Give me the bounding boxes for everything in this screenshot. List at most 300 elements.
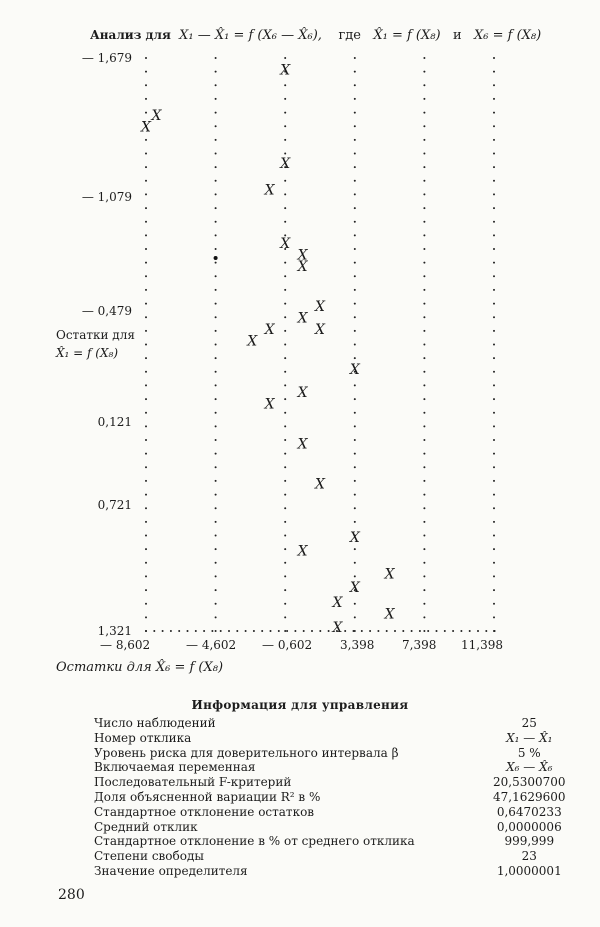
grid-dot [215, 357, 217, 359]
grid-dot [493, 71, 495, 73]
axis-dot [303, 630, 305, 632]
grid-dot [423, 630, 425, 632]
grid-dot [145, 384, 147, 386]
grid-dot [354, 507, 356, 509]
x-tick-label: — 4,602 [186, 638, 237, 652]
grid-dot [284, 207, 286, 209]
grid-dot [493, 535, 495, 537]
grid-dot [284, 603, 286, 605]
info-value: 999,999 [504, 834, 555, 849]
grid-dot [354, 275, 356, 277]
grid-dot [284, 57, 286, 59]
grid-dot [215, 275, 217, 277]
grid-dot [354, 344, 356, 346]
grid-dot [215, 248, 217, 250]
grid-dot [423, 57, 425, 59]
grid-dot [423, 303, 425, 305]
axis-dot [328, 630, 330, 632]
data-point: X [297, 543, 308, 560]
grid-dot [145, 166, 147, 168]
grid-dot [145, 521, 147, 523]
grid-dot [423, 535, 425, 537]
grid-dot [493, 234, 495, 236]
grid-dot [215, 303, 217, 305]
data-point: X [349, 362, 360, 379]
axis-dot [245, 630, 247, 632]
grid-dot [145, 562, 147, 564]
grid-dot [284, 439, 286, 441]
grid-dot [423, 139, 425, 141]
grid-dot [145, 412, 147, 414]
grid-dot [215, 466, 217, 468]
grid-dot [145, 303, 147, 305]
info-title: Информация для управления [191, 698, 409, 712]
axis-dot [162, 630, 164, 632]
axis-dot [228, 630, 230, 632]
grid-dot [145, 262, 147, 264]
grid-dot [145, 234, 147, 236]
data-point: X [349, 530, 360, 547]
grid-dot [423, 575, 425, 577]
grid-dot [493, 480, 495, 482]
grid-dot [354, 221, 356, 223]
grid-dot [215, 98, 217, 100]
grid-dot [423, 71, 425, 73]
grid-dot [354, 521, 356, 523]
x-axis-label: Остатки для X̂₆ = f (X₈) [56, 660, 224, 675]
grid-dot [284, 221, 286, 223]
grid-dot [493, 166, 495, 168]
grid-dot [354, 398, 356, 400]
grid-dot [284, 466, 286, 468]
grid-dot [145, 153, 147, 155]
data-point: X [297, 258, 308, 275]
grid-dot [493, 494, 495, 496]
grid-dot [284, 180, 286, 182]
grid-dot [493, 303, 495, 305]
grid-dot [284, 275, 286, 277]
grid-dot [284, 193, 286, 195]
info-table [94, 716, 600, 879]
grid-dot [215, 371, 217, 373]
grid-dot [215, 344, 217, 346]
info-value: 0,6470233 [496, 804, 562, 819]
info-label: Стандартное отклонение остатков [94, 804, 315, 819]
grid-dot [423, 234, 425, 236]
grid-dot [215, 262, 217, 264]
info-row [94, 790, 600, 805]
grid-dot [423, 589, 425, 591]
axis-dot [270, 630, 272, 632]
grid-dot [493, 207, 495, 209]
axis-dot [195, 630, 197, 632]
data-point: X [141, 119, 152, 136]
info-value: 23 [521, 849, 537, 864]
data-point: X [264, 182, 275, 199]
grid-dot [354, 207, 356, 209]
x-tick-label: — 8,602 [100, 638, 151, 652]
grid-dot [145, 84, 147, 86]
grid-dot [493, 453, 495, 455]
grid-dot [354, 616, 356, 618]
grid-dot [423, 207, 425, 209]
y-tick-label: — 1,079 [81, 190, 132, 204]
grid-dot [354, 180, 356, 182]
grid-dot [284, 112, 286, 114]
grid-dot [215, 412, 217, 414]
grid-dot [493, 344, 495, 346]
data-point: X [332, 595, 343, 612]
grid-dot [284, 153, 286, 155]
grid-dot [423, 316, 425, 318]
grid-dot [354, 125, 356, 127]
grid-dot [215, 384, 217, 386]
grid-dot [284, 425, 286, 427]
grid-dot [354, 384, 356, 386]
grid-dot [145, 548, 147, 550]
data-point: X [151, 108, 162, 125]
grid-dot [423, 262, 425, 264]
info-row [94, 775, 600, 790]
grid-dot [493, 575, 495, 577]
axis-dot [469, 630, 471, 632]
header-formula-1: X₁ — X̂₁ = f (X₆ — X̂₆), [179, 28, 322, 43]
info-row [94, 746, 600, 761]
grid-dot [493, 330, 495, 332]
grid-dot [215, 153, 217, 155]
axis-dot [211, 630, 213, 632]
grid-dot [145, 616, 147, 618]
y-tick-label: 1,321 [97, 624, 132, 638]
grid-dot [354, 575, 356, 577]
grid-dot [215, 603, 217, 605]
page-number: 280 [58, 887, 85, 903]
grid-dot [284, 494, 286, 496]
grid-dot [423, 425, 425, 427]
grid-dot [423, 330, 425, 332]
grid-dot [145, 180, 147, 182]
grid-dot [284, 480, 286, 482]
grid-dot [423, 453, 425, 455]
info-row [94, 805, 600, 820]
grid-dot [145, 575, 147, 577]
grid-dot [215, 439, 217, 441]
grid-dot [284, 589, 286, 591]
axis-dot [436, 630, 438, 632]
grid-dot [215, 535, 217, 537]
y-tick-label: 0,121 [97, 415, 132, 429]
header-formula-2: X̂₁ = f (X₈) [373, 28, 441, 43]
grid-dot [423, 548, 425, 550]
grid-dot [354, 166, 356, 168]
grid-dot [284, 575, 286, 577]
grid-dot [215, 630, 217, 632]
grid-dot [423, 84, 425, 86]
data-point: X [264, 396, 275, 413]
axis-dot [386, 630, 388, 632]
grid-dot [215, 507, 217, 509]
grid-dot [354, 112, 356, 114]
grid-dot [145, 480, 147, 482]
info-value: 20,5300700 [493, 775, 566, 790]
grid-dot [423, 507, 425, 509]
data-point: X [247, 333, 258, 350]
axis-dot [319, 630, 321, 632]
data-point: X [315, 322, 326, 339]
grid-dot [354, 303, 356, 305]
axis-dot [278, 630, 280, 632]
data-point: X [332, 619, 343, 636]
grid-dot [215, 125, 217, 127]
info-value: X₁ — X̂₁ [506, 730, 553, 745]
header-formula-3: X₆ = f (X₈) [474, 28, 542, 43]
grid-dot [145, 316, 147, 318]
grid-dot [284, 125, 286, 127]
grid-dot [215, 480, 217, 482]
grid-dot [145, 357, 147, 359]
grid-dot [423, 521, 425, 523]
grid-dot [423, 398, 425, 400]
grid-dot [215, 562, 217, 564]
axis-dot [419, 630, 421, 632]
grid-dot [284, 139, 286, 141]
grid-dot [284, 507, 286, 509]
info-row [94, 834, 600, 849]
axis-dot [153, 630, 155, 632]
grid-dot [215, 521, 217, 523]
info-label: Последовательный F-критерий [94, 775, 292, 790]
grid-dot [493, 616, 495, 618]
grid-dot [354, 289, 356, 291]
grid-dot [493, 84, 495, 86]
grid-dot [493, 562, 495, 564]
grid-dot [423, 112, 425, 114]
y-tick-label: — 1,679 [81, 51, 132, 65]
grid-dot [493, 357, 495, 359]
grid-dot [354, 480, 356, 482]
grid-dot [423, 166, 425, 168]
grid-dot [423, 384, 425, 386]
grid-dot [423, 221, 425, 223]
grid-dot [145, 289, 147, 291]
grid-dot [423, 562, 425, 564]
grid-dot [354, 153, 356, 155]
axis-dot [311, 630, 313, 632]
axis-dot [187, 630, 189, 632]
y-tick-label: 0,721 [97, 498, 132, 512]
grid-dot [145, 207, 147, 209]
grid-dot [423, 180, 425, 182]
grid-dot [423, 494, 425, 496]
x-tick-label: 3,398 [340, 638, 375, 652]
grid-dot [215, 234, 217, 236]
info-value: 5 % [517, 745, 541, 760]
grid-dot [284, 521, 286, 523]
grid-dot [423, 616, 425, 618]
grid-dot [215, 84, 217, 86]
grid-dot [493, 139, 495, 141]
axis-dot [170, 630, 172, 632]
grid-dot [354, 316, 356, 318]
grid-dot [145, 466, 147, 468]
grid-dot [145, 221, 147, 223]
axis-dot [294, 630, 296, 632]
grid-dot [215, 494, 217, 496]
grid-dot [145, 193, 147, 195]
grid-dot [284, 453, 286, 455]
grid-dot [284, 330, 286, 332]
axis-dot [452, 630, 454, 632]
grid-dot [284, 412, 286, 414]
data-point: X [297, 385, 308, 402]
grid-dot [493, 193, 495, 195]
grid-dot [284, 548, 286, 550]
info-value: 25 [521, 716, 537, 730]
grid-dot [145, 398, 147, 400]
grid-dot [145, 425, 147, 427]
grid-dot [493, 98, 495, 100]
grid-dot-heavy [214, 256, 218, 260]
axis-dot [411, 630, 413, 632]
axis-dot [203, 630, 205, 632]
data-point: X [297, 247, 308, 264]
grid-dot [145, 71, 147, 73]
grid-dot [423, 344, 425, 346]
grid-dot [423, 289, 425, 291]
info-label: Число наблюдений [94, 716, 216, 730]
axis-dot [402, 630, 404, 632]
grid-dot [493, 289, 495, 291]
info-value: 0,0000006 [496, 819, 562, 834]
grid-dot [145, 139, 147, 141]
info-row [94, 849, 600, 864]
grid-dot [354, 494, 356, 496]
grid-dot [423, 248, 425, 250]
data-point: X [384, 566, 395, 583]
data-point: X [315, 299, 326, 316]
info-label: Уровень риска для доверительного интервала β [94, 745, 399, 760]
grid-dot [354, 425, 356, 427]
grid-dot [215, 316, 217, 318]
y-tick-label: — 0,479 [81, 304, 132, 318]
grid-dot [284, 535, 286, 537]
grid-dot [215, 166, 217, 168]
grid-dot [354, 234, 356, 236]
data-point: X [297, 310, 308, 327]
grid-dot [423, 275, 425, 277]
info-row [94, 864, 600, 879]
grid-dot [215, 289, 217, 291]
grid-dot [493, 548, 495, 550]
grid-dot [423, 466, 425, 468]
axis-dot [377, 630, 379, 632]
y-axis-label-line1: Остатки для [56, 328, 135, 342]
axis-dot [460, 630, 462, 632]
grid-dot [493, 57, 495, 59]
grid-dot [145, 275, 147, 277]
axis-dot [286, 630, 288, 632]
grid-dot [354, 357, 356, 359]
info-label: Средний отклик [94, 819, 198, 834]
grid-dot [354, 453, 356, 455]
grid-dot [493, 153, 495, 155]
grid-dot [354, 603, 356, 605]
header-where: где [338, 28, 361, 43]
grid-dot [354, 466, 356, 468]
grid-dot [284, 562, 286, 564]
grid-dot [493, 112, 495, 114]
grid-dot [284, 289, 286, 291]
grid-dot [493, 521, 495, 523]
grid-dot [284, 316, 286, 318]
grid-dot [215, 57, 217, 59]
grid-dot [423, 357, 425, 359]
grid-dot [423, 603, 425, 605]
grid-dot [423, 98, 425, 100]
grid-dot [284, 303, 286, 305]
grid-dot [215, 589, 217, 591]
grid-dot [145, 589, 147, 591]
axis-dot [145, 630, 147, 632]
grid-dot [215, 139, 217, 141]
axis-dot [485, 630, 487, 632]
grid-dot [493, 316, 495, 318]
grid-dot [493, 262, 495, 264]
header-prefix: Анализ для [90, 28, 171, 42]
grid-dot [145, 371, 147, 373]
grid-dot [215, 548, 217, 550]
grid-dot [354, 562, 356, 564]
data-point: X [384, 606, 395, 623]
grid-dot [284, 630, 286, 632]
grid-dot [493, 589, 495, 591]
grid-dot [145, 603, 147, 605]
info-row [94, 760, 600, 775]
grid-dot [145, 57, 147, 59]
grid-dot [284, 262, 286, 264]
grid-dot [284, 616, 286, 618]
grid-dot [493, 125, 495, 127]
info-value: X₆ — X̂₆ [506, 760, 553, 775]
info-row [94, 716, 600, 731]
grid-dot [493, 439, 495, 441]
grid-dot [493, 180, 495, 182]
data-point: X [280, 236, 291, 253]
info-label: Стандартное отклонение в % от среднего отклика [94, 834, 415, 849]
grid-dot [493, 371, 495, 373]
data-point: X [280, 62, 291, 79]
grid-dot [354, 330, 356, 332]
grid-dot [145, 248, 147, 250]
y-axis-label-line2: X̂₁ = f (X₈) [56, 346, 119, 360]
grid-dot [493, 384, 495, 386]
grid-dot [493, 412, 495, 414]
grid-dot [423, 125, 425, 127]
grid-dot [493, 221, 495, 223]
data-point: X [264, 322, 275, 339]
axis-dot [353, 630, 355, 632]
grid-dot [284, 98, 286, 100]
grid-dot [354, 412, 356, 414]
grid-dot [493, 466, 495, 468]
data-point: X [349, 579, 360, 596]
axis-dot [444, 630, 446, 632]
grid-dot [423, 193, 425, 195]
grid-dot [145, 98, 147, 100]
grid-dot [354, 548, 356, 550]
grid-dot [215, 330, 217, 332]
grid-dot [354, 262, 356, 264]
